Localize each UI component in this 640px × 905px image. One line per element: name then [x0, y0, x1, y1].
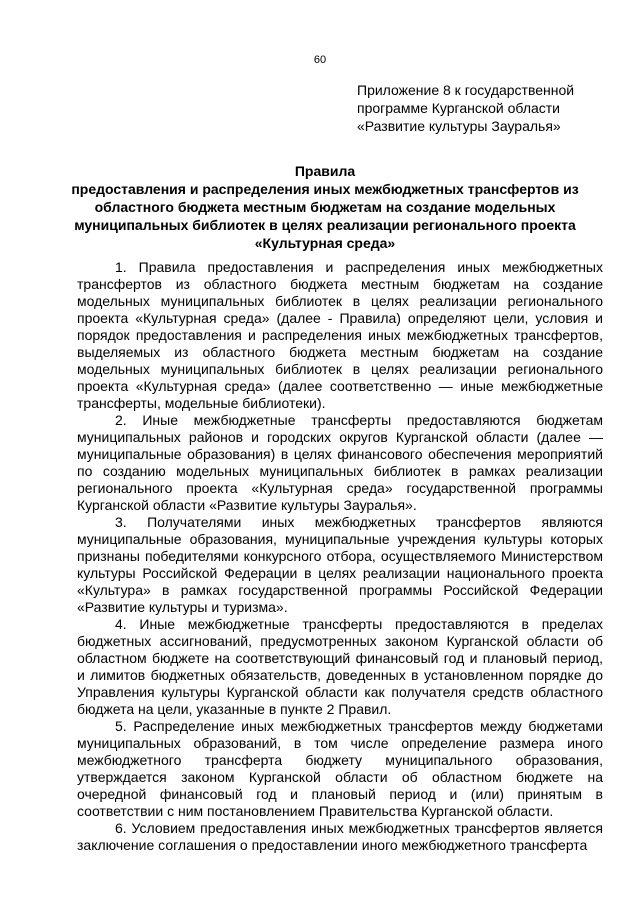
paragraph-6: 6. Условием предоставления иных межбюджетных трансфертов является заключение соглашения о предоставлении иного межбюджетного трансферта	[77, 820, 603, 853]
paragraph-4: 4. Иные межбюджетные трансферты предоставляются в пределах бюджетных ассигнований, предусмотренных законом Курганской области об областном бюджете на соответствующий финансовый год и плановый период, и лимитов бюджетных обязательств, доведенных в установленном порядке до Управления культуры Курганской области как получателя средств областного бюджета на цели, указанные в пункте 2 Правил.	[77, 616, 603, 717]
appendix-line: Приложение 8 к государственной	[357, 82, 575, 98]
page-number: 60	[313, 54, 327, 66]
paragraph-2: 2. Иные межбюджетные трансферты предоставляются бюджетам муниципальных районов и городских округов Курганской области (далее — муниципальные образования) в целях финансового обеспечения мероприятий по созданию модельных муниципальных библиотек в рамках реализации регионального проекта «Культурная среда» государственной программы Курганской области «Развитие культуры Зауралья».	[77, 412, 603, 513]
title-subtitle-line: муниципальных библиотек в целях реализации регионального проекта	[74, 217, 576, 233]
paragraph-3: 3. Получателями иных межбюджетных трансфертов являются муниципальные образования, муниципальные учреждения культуры которых признаны победителями конкурсного отбора, осуществляемого Министерством культуры Российской Федерации в целях реализации национального проекта «Культура» в рамках государственной программы Российской Федерации «Развитие культуры и туризма».	[77, 514, 603, 615]
title-subtitle-line: предоставления и распределения иных межбюджетных трансфертов из	[71, 181, 579, 197]
paragraph-1: 1. Правила предоставления и распределения иных межбюджетных трансфертов из областного бюджета местным бюджетам на создание модельных муниципальных библиотек в целях реализации регионального проекта «Культурная среда» (далее - Правила) определяют цели, условия и порядок предоставления и распределения иных межбюджетных трансфертов, выделяемых из областного бюджета местным бюджетам на создание модельных муниципальных библиотек в целях реализации регионального проекта «Культурная среда» (далее соответственно — иные межбюджетные трансферты, модельные библиотеки).	[77, 259, 603, 411]
paragraph-5: 5. Распределение иных межбюджетных трансфертов между бюджетами муниципальных образований, в том числе определение размера иного межбюджетного трансферта бюджету муниципального образования, утверждается законом Курганской области об областном бюджете на очередной финансовый год и плановый период и (или) принятым в соответствии с ним постановлением Правительства Курганской области.	[77, 718, 603, 819]
document-body	[77, 259, 603, 854]
title-subtitle-line: «Культурная среда»	[254, 235, 396, 251]
appendix-note	[357, 81, 627, 135]
appendix-line: «Развитие культуры Зауралья»	[357, 118, 561, 134]
title-subtitle-line: областного бюджета местным бюджетам на создание модельных	[94, 199, 556, 215]
title-heading: Правила	[294, 163, 356, 179]
document-title	[60, 162, 590, 252]
appendix-line: программе Курганской области	[357, 100, 560, 116]
